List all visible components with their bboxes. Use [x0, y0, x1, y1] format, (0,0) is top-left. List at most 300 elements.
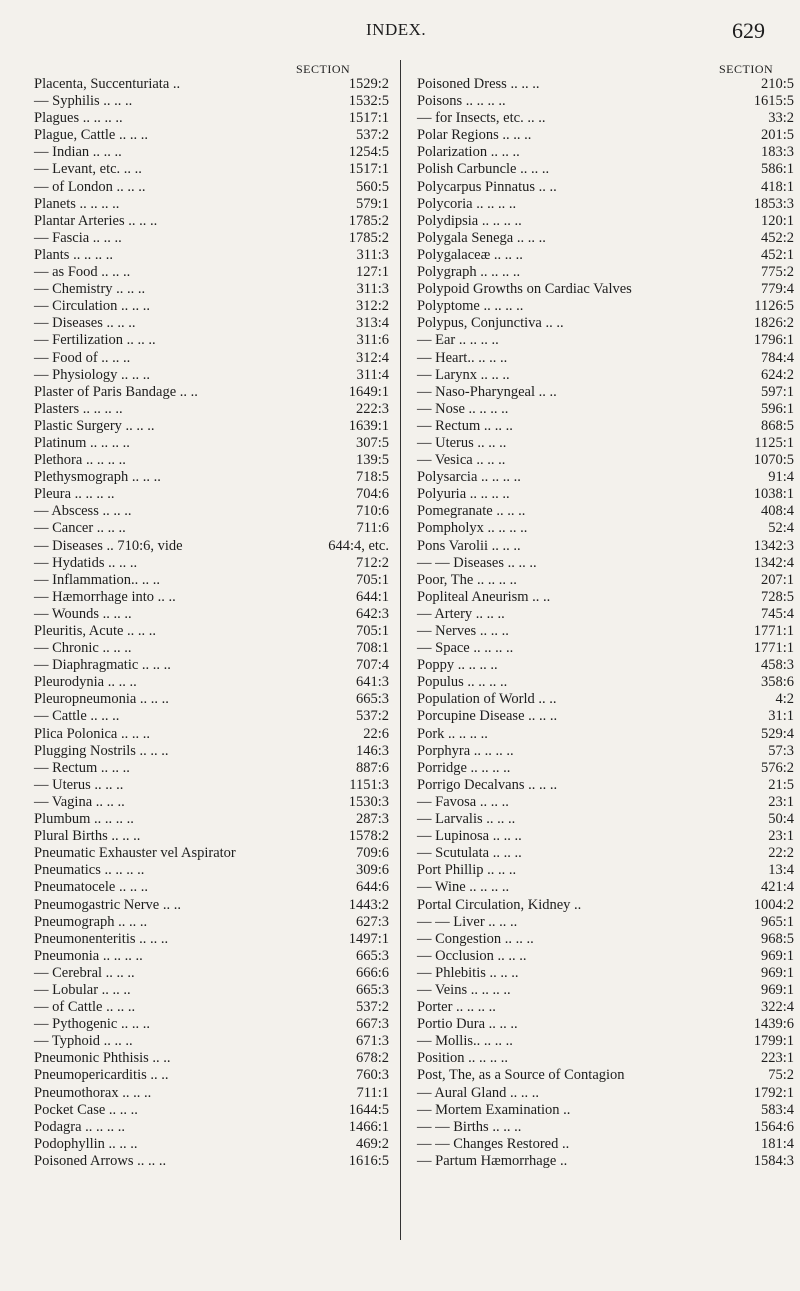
- entry-term: — Congestion .. .. ..: [417, 930, 534, 947]
- entry-term: Polysarcia .. .. .. ..: [417, 469, 521, 486]
- entry-term: Porcupine Disease .. .. ..: [417, 708, 558, 725]
- entry-section-ref: 23:1: [768, 793, 794, 810]
- entry-section-ref: 667:3: [355, 1016, 389, 1033]
- entry-term: Pompholyx .. .. .. ..: [417, 520, 528, 537]
- entry-section-ref: 642:3: [355, 605, 389, 622]
- entry-section-ref: 1771:1: [753, 640, 794, 657]
- entry-section-ref: 139:5: [355, 452, 389, 469]
- entry-section-ref: 665:3: [355, 947, 389, 964]
- index-entry: [34, 110, 404, 127]
- page-number: 629: [732, 18, 765, 43]
- index-entry: [34, 948, 404, 965]
- entry-term: Pneumonia .. .. .. ..: [34, 947, 143, 964]
- index-entry: [34, 93, 404, 110]
- entry-section-ref: 1771:1: [753, 623, 794, 639]
- entry-section-ref: 1616:5: [348, 1152, 389, 1169]
- index-entry: [417, 161, 794, 178]
- entry-section-ref: 458:3: [760, 657, 794, 674]
- index-entry: [34, 1016, 404, 1033]
- entry-section-ref: 586:1: [760, 161, 794, 178]
- index-entry: [417, 708, 794, 725]
- entry-term: — Pythogenic .. .. ..: [34, 1016, 150, 1033]
- entry-section-ref: 718:5: [355, 469, 389, 486]
- entry-section-ref: 712:2: [355, 554, 389, 571]
- entry-term: — Chemistry .. .. ..: [34, 281, 146, 298]
- entry-term: Plasters .. .. .. ..: [34, 400, 123, 417]
- entry-section-ref: 91:4: [768, 469, 794, 486]
- entry-term: Pomegranate .. .. ..: [417, 503, 526, 520]
- entry-term: Portal Circulation, Kidney ..: [417, 896, 582, 913]
- entry-section-ref: 784:4: [760, 349, 794, 366]
- index-entry: [417, 776, 794, 794]
- entry-term: — — Diseases .. .. ..: [417, 554, 537, 571]
- entry-section-ref: 181:4: [760, 1135, 794, 1152]
- entry-term: Pork .. .. .. ..: [417, 725, 488, 742]
- entry-section-ref: 146:3: [355, 742, 389, 759]
- index-entry: [34, 555, 404, 572]
- entry-term: — Aural Gland .. .. ..: [417, 1084, 540, 1101]
- index-entry: [417, 520, 794, 537]
- index-entry: [34, 777, 404, 794]
- entry-section-ref: 1564:6: [753, 1118, 794, 1135]
- entry-term: Pleurodynia .. .. ..: [34, 674, 137, 691]
- entry-section-ref: 201:5: [760, 127, 794, 144]
- entry-section-ref: 760:3: [355, 1067, 389, 1084]
- index-entry: [34, 144, 404, 161]
- index-entry: [34, 879, 404, 896]
- index-entry: [417, 349, 794, 367]
- entry-term: Polar Regions .. .. ..: [417, 127, 532, 144]
- entry-term: Polygala Senega .. .. ..: [417, 229, 546, 246]
- index-entry: [417, 879, 794, 896]
- entry-term: Pneumonenteritis .. .. ..: [34, 930, 169, 947]
- entry-section-ref: 728:5: [760, 588, 794, 605]
- entry-section-ref: 307:5: [355, 434, 389, 451]
- entry-term: Porridge .. .. .. ..: [417, 759, 511, 776]
- index-entry: [34, 1050, 404, 1067]
- entry-term: — Typhoid .. .. ..: [34, 1033, 133, 1050]
- page-title: INDEX.: [366, 20, 427, 39]
- index-entry: [417, 999, 794, 1016]
- entry-section-ref: 671:3: [355, 1033, 389, 1050]
- entry-term: Polish Carbuncle .. .. ..: [417, 161, 550, 178]
- entry-term: — Cancer .. .. ..: [34, 520, 126, 537]
- entry-term: Plethora .. .. .. ..: [34, 452, 126, 469]
- index-entry: [34, 1067, 404, 1084]
- entry-section-ref: 1644:5: [348, 1101, 389, 1118]
- entry-section-ref: 710:6: [355, 503, 389, 520]
- entry-section-ref: 57:3: [768, 742, 794, 759]
- entry-section-ref: 644:1: [355, 588, 389, 605]
- entry-term: Plantar Arteries .. .. ..: [34, 212, 158, 229]
- entry-term: Plague, Cattle .. .. ..: [34, 127, 148, 144]
- entry-term: Pocket Case .. .. ..: [34, 1101, 138, 1118]
- entry-section-ref: 576:2: [760, 759, 794, 776]
- entry-term: — of London .. .. ..: [34, 178, 146, 195]
- entry-term: Plastic Surgery .. .. ..: [34, 417, 155, 434]
- entry-term: Podophyllin .. .. ..: [34, 1135, 138, 1152]
- entry-term: — Occlusion .. .. ..: [417, 947, 527, 964]
- index-entry: [417, 640, 794, 657]
- entry-section-ref: 50:4: [768, 811, 794, 828]
- index-entry: [417, 332, 794, 349]
- index-entry: [34, 1136, 404, 1153]
- entry-section-ref: 1342:4: [753, 554, 794, 571]
- entry-term: — Hæmorrhage into .. ..: [34, 588, 176, 605]
- index-entry: [34, 332, 404, 349]
- entry-section-ref: 1439:6: [753, 1016, 794, 1033]
- section-heading: SECTION: [296, 62, 351, 76]
- index-entry: [417, 964, 794, 982]
- index-entry: [417, 1152, 794, 1170]
- index-entry: [34, 657, 404, 674]
- entry-section-ref: 408:4: [760, 503, 794, 520]
- index-entry: [34, 1153, 404, 1170]
- index-entry: [417, 913, 794, 931]
- index-entry: [34, 794, 404, 811]
- entry-term: Poisoned Dress .. .. ..: [417, 76, 540, 92]
- index-column-left: [34, 56, 404, 1170]
- entry-term: — — Liver .. .. ..: [417, 913, 518, 930]
- index-entry: [417, 110, 794, 127]
- index-entry: [34, 862, 404, 879]
- entry-term: Pleuritis, Acute .. .. ..: [34, 623, 157, 639]
- entry-section-ref: 207:1: [760, 571, 794, 588]
- index-entry: [417, 1067, 794, 1084]
- entry-section-ref: 210:5: [760, 76, 794, 92]
- entry-section-ref: 287:3: [355, 811, 389, 828]
- entry-term: Plaster of Paris Bandage .. ..: [34, 383, 198, 400]
- entry-section-ref: 678:2: [355, 1050, 389, 1067]
- entry-section-ref: 537:2: [355, 999, 389, 1016]
- entry-term: — Fertilization .. .. ..: [34, 332, 156, 349]
- index-entry: [417, 845, 794, 862]
- entry-section-ref: 1443:2: [348, 896, 389, 913]
- index-entry: [34, 1085, 404, 1102]
- index-entry: [34, 708, 404, 725]
- entry-section-ref: 418:1: [760, 178, 794, 195]
- index-entry: [417, 93, 794, 110]
- index-entry: [417, 862, 794, 879]
- entry-term: Pleuropneumonia .. .. ..: [34, 691, 169, 708]
- index-entry: [417, 605, 794, 623]
- index-entry: [34, 828, 404, 845]
- index-entry: [417, 811, 794, 828]
- entry-term: — Ear .. .. .. ..: [417, 332, 499, 349]
- entry-section-ref: 312:4: [355, 349, 389, 366]
- index-entry: [34, 520, 404, 537]
- index-entry: [417, 229, 794, 247]
- index-entry: [34, 469, 404, 486]
- entry-term: — Chronic .. .. ..: [34, 640, 132, 657]
- index-entry: [34, 452, 404, 469]
- entry-term: Polypoid Growths on Cardiac Valves: [417, 281, 632, 298]
- entry-term: Polygraph .. .. .. ..: [417, 264, 521, 281]
- entry-section-ref: 537:2: [355, 708, 389, 725]
- entry-section-ref: 596:1: [760, 400, 794, 417]
- entry-term: Pneumothorax .. .. ..: [34, 1084, 152, 1101]
- index-entry: [34, 298, 404, 315]
- index-entry: [417, 981, 794, 999]
- entry-section-ref: 1639:1: [348, 417, 389, 434]
- entry-section-ref: 1151:3: [349, 776, 389, 793]
- entry-section-ref: 452:2: [760, 229, 794, 246]
- index-entry: [417, 947, 794, 965]
- entry-section-ref: 312:2: [355, 298, 389, 315]
- index-entry: [34, 367, 404, 384]
- entry-term: — Wine .. .. .. ..: [417, 879, 510, 896]
- entry-section-ref: 560:5: [355, 178, 389, 195]
- entry-term: — Circulation .. .. ..: [34, 298, 150, 315]
- index-entry: [34, 196, 404, 213]
- entry-section-ref: 1785:2: [348, 212, 389, 229]
- entry-term: — Partum Hæmorrhage ..: [417, 1152, 568, 1169]
- entry-term: Porphyra .. .. .. ..: [417, 742, 514, 759]
- entry-term: — Phlebitis .. .. ..: [417, 964, 519, 981]
- entry-term: Plagues .. .. .. ..: [34, 110, 123, 127]
- entry-section-ref: 711:6: [356, 520, 389, 537]
- entry-term: Porter .. .. .. ..: [417, 999, 496, 1016]
- entry-section-ref: 31:1: [768, 708, 794, 725]
- entry-section-ref: 222:3: [355, 400, 389, 417]
- section-heading: SECTION: [719, 62, 774, 76]
- entry-section-ref: 22:2: [768, 845, 794, 862]
- entry-term: Position .. .. .. ..: [417, 1050, 509, 1067]
- index-entry: [34, 982, 404, 999]
- entry-term: — Uterus .. .. ..: [417, 434, 507, 451]
- entry-term: — Rectum .. .. ..: [34, 759, 130, 776]
- index-entry: [417, 571, 794, 589]
- index-entry: [417, 383, 794, 401]
- index-entry: [417, 1033, 794, 1050]
- entry-term: Planets .. .. .. ..: [34, 195, 120, 212]
- entry-term: Polycarpus Pinnatus .. ..: [417, 178, 557, 195]
- index-entry: [417, 246, 794, 264]
- entry-section-ref: 1532:5: [348, 93, 389, 110]
- index-entry: [417, 315, 794, 332]
- entry-section-ref: 583:4: [760, 1101, 794, 1118]
- entry-term: — for Insects, etc. .. ..: [417, 110, 546, 127]
- index-entry: [34, 572, 404, 589]
- entry-section-ref: 120:1: [760, 212, 794, 229]
- entry-section-ref: 1530:3: [348, 793, 389, 810]
- entry-section-ref: 127:1: [355, 264, 389, 281]
- index-entry: [417, 1118, 794, 1136]
- entry-term: Plethysmograph .. .. ..: [34, 469, 161, 486]
- entry-section-ref: 968:5: [760, 930, 794, 947]
- entry-section-ref: 52:4: [768, 520, 794, 537]
- index-entry: [417, 400, 794, 418]
- index-entry: [34, 179, 404, 196]
- entry-term: — Heart.. .. .. ..: [417, 349, 508, 366]
- entry-section-ref: 707:4: [355, 657, 389, 674]
- entry-section-ref: 708:1: [355, 640, 389, 657]
- entry-section-ref: 887:6: [355, 759, 389, 776]
- entry-term: Pneumatic Exhauster vel Aspirator: [34, 845, 236, 862]
- index-entry: [34, 1119, 404, 1136]
- entry-term: Pneumopericarditis .. ..: [34, 1067, 169, 1084]
- entry-section-ref: 969:1: [760, 947, 794, 964]
- entry-term: — Fascia .. .. ..: [34, 229, 122, 246]
- index-entry: [417, 537, 794, 555]
- entry-term: Poisoned Arrows .. .. ..: [34, 1152, 167, 1169]
- entry-section-ref: 779:4: [760, 281, 794, 298]
- entry-term: Pleura .. .. .. ..: [34, 486, 115, 503]
- entry-term: — Hydatids .. .. ..: [34, 554, 138, 571]
- entry-term: Post, The, as a Source of Contagion: [417, 1067, 625, 1084]
- entry-section-ref: 709:6: [355, 845, 389, 862]
- entry-section-ref: 1792:1: [753, 1084, 794, 1101]
- index-entry: [417, 298, 794, 315]
- index-entry: [417, 691, 794, 708]
- index-entry: [417, 828, 794, 845]
- entry-term: — Larynx .. .. ..: [417, 366, 510, 383]
- index-entry: [417, 623, 794, 640]
- entry-section-ref: 969:1: [760, 964, 794, 981]
- entry-term: — Inflammation.. .. ..: [34, 571, 161, 588]
- entry-section-ref: 644:4, etc.: [328, 537, 389, 554]
- entry-section-ref: 665:3: [355, 691, 389, 708]
- entry-section-ref: 1126:5: [754, 298, 794, 315]
- entry-term: Population of World .. ..: [417, 691, 557, 708]
- entry-section-ref: 1615:5: [753, 93, 794, 110]
- entry-term: Plants .. .. .. ..: [34, 246, 113, 263]
- entry-term: — Favosa .. .. ..: [417, 793, 509, 810]
- entry-term: Plural Births .. .. ..: [34, 828, 141, 845]
- entry-term: — Uterus .. .. ..: [34, 776, 124, 793]
- index-entry: [417, 486, 794, 503]
- entry-term: Polyptome .. .. .. ..: [417, 298, 524, 315]
- index-entry: [417, 1050, 794, 1067]
- index-entry: [417, 588, 794, 606]
- index-entry: [34, 760, 404, 777]
- entry-section-ref: 313:4: [355, 315, 389, 332]
- entry-term: — Diseases .. 710:6, vide: [34, 537, 183, 554]
- column-divider: [400, 60, 401, 1240]
- index-entry: [34, 264, 404, 281]
- entry-term: Pneumatics .. .. .. ..: [34, 862, 145, 879]
- entry-term: — — Births .. .. ..: [417, 1118, 522, 1135]
- entry-section-ref: 868:5: [760, 417, 794, 434]
- entry-term: Pneumograph .. .. ..: [34, 913, 148, 930]
- index-entry: [34, 315, 404, 332]
- entry-section-ref: 1517:1: [348, 110, 389, 127]
- entry-section-ref: 1796:1: [753, 332, 794, 349]
- index-entry: [34, 418, 404, 435]
- entry-term: Populus .. .. .. ..: [417, 674, 508, 691]
- entry-term: — Physiology .. .. ..: [34, 366, 151, 383]
- entry-section-ref: 1785:2: [348, 229, 389, 246]
- index-entry: [34, 999, 404, 1016]
- entry-section-ref: 311:3: [356, 281, 389, 298]
- entry-term: Platinum .. .. .. ..: [34, 434, 130, 451]
- entry-term: Polarization .. .. ..: [417, 144, 520, 161]
- index-entry: [34, 845, 404, 862]
- index-entry: [34, 674, 404, 691]
- entry-term: — Lobular .. .. ..: [34, 981, 131, 998]
- entry-section-ref: 529:4: [760, 725, 794, 742]
- index-entry: [34, 213, 404, 230]
- entry-section-ref: 666:6: [355, 964, 389, 981]
- index-entry: [417, 554, 794, 572]
- entry-term: Popliteal Aneurism .. ..: [417, 588, 551, 605]
- index-entry: [417, 127, 794, 144]
- entry-term: — Syphilis .. .. ..: [34, 93, 133, 110]
- entry-term: — Rectum .. .. ..: [417, 417, 513, 434]
- entry-section-ref: 1497:1: [348, 930, 389, 947]
- entry-term: Pneumatocele .. .. ..: [34, 879, 148, 896]
- entry-term: — Mortem Examination ..: [417, 1101, 571, 1118]
- entry-section-ref: 1254:5: [348, 144, 389, 161]
- index-entry: [34, 486, 404, 503]
- index-entry: [34, 127, 404, 144]
- entry-section-ref: 745:4: [760, 605, 794, 622]
- entry-section-ref: 21:5: [768, 776, 794, 793]
- entry-section-ref: 75:2: [768, 1067, 794, 1084]
- entry-term: — Artery .. .. ..: [417, 605, 505, 622]
- index-entry: [417, 1084, 794, 1102]
- index-entry: [34, 76, 404, 93]
- entry-section-ref: 4:2: [775, 691, 794, 708]
- page-header: [0, 16, 800, 46]
- entry-term: — Vagina .. .. ..: [34, 793, 125, 810]
- entry-section-ref: 1004:2: [753, 896, 794, 913]
- index-entry: [34, 897, 404, 914]
- index-entry: [34, 281, 404, 298]
- index-entry: [417, 76, 794, 93]
- entry-term: Pons Varolii .. .. ..: [417, 537, 521, 554]
- index-entry: [34, 726, 404, 743]
- entry-term: — Diaphragmatic .. .. ..: [34, 657, 171, 674]
- entry-term: Polygalaceæ .. .. ..: [417, 246, 523, 263]
- entry-term: Poor, The .. .. .. ..: [417, 571, 517, 588]
- index-entry: [34, 230, 404, 247]
- entry-section-ref: 1342:3: [753, 537, 794, 554]
- entry-term: — Cattle .. .. ..: [34, 708, 120, 725]
- entry-section-ref: 705:1: [355, 623, 389, 639]
- index-entry: [417, 657, 794, 674]
- index-column-right: [417, 56, 794, 1170]
- entry-term: Poisons .. .. .. ..: [417, 93, 506, 110]
- entry-section-ref: 311:3: [356, 246, 389, 263]
- entry-section-ref: 1529:2: [348, 76, 389, 92]
- index-entry: [417, 178, 794, 196]
- index-entry: [417, 281, 794, 298]
- entry-term: Port Phillip .. .. ..: [417, 862, 517, 879]
- index-entry: [417, 930, 794, 948]
- entry-term: — Space .. .. .. ..: [417, 640, 514, 657]
- entry-term: Plica Polonica .. .. ..: [34, 725, 150, 742]
- index-entry: [34, 384, 404, 401]
- entry-section-ref: 23:1: [768, 828, 794, 845]
- entry-section-ref: 1578:2: [348, 828, 389, 845]
- entry-section-ref: 969:1: [760, 981, 794, 998]
- entry-term: — Nose .. .. .. ..: [417, 400, 509, 417]
- entry-section-ref: 1038:1: [753, 486, 794, 503]
- entry-section-ref: 597:1: [760, 383, 794, 400]
- entry-term: Pneumogastric Nerve .. ..: [34, 896, 181, 913]
- entry-term: — Food of .. .. ..: [34, 349, 131, 366]
- entry-section-ref: 1070:5: [753, 452, 794, 469]
- index-entry: [417, 469, 794, 486]
- entry-section-ref: 309:6: [355, 862, 389, 879]
- index-entry: [417, 212, 794, 230]
- entry-term: — Vesica .. .. ..: [417, 452, 506, 469]
- entry-section-ref: 537:2: [355, 127, 389, 144]
- entry-section-ref: 711:1: [356, 1084, 389, 1101]
- index-entry: [34, 931, 404, 948]
- index-entry: [417, 1016, 794, 1033]
